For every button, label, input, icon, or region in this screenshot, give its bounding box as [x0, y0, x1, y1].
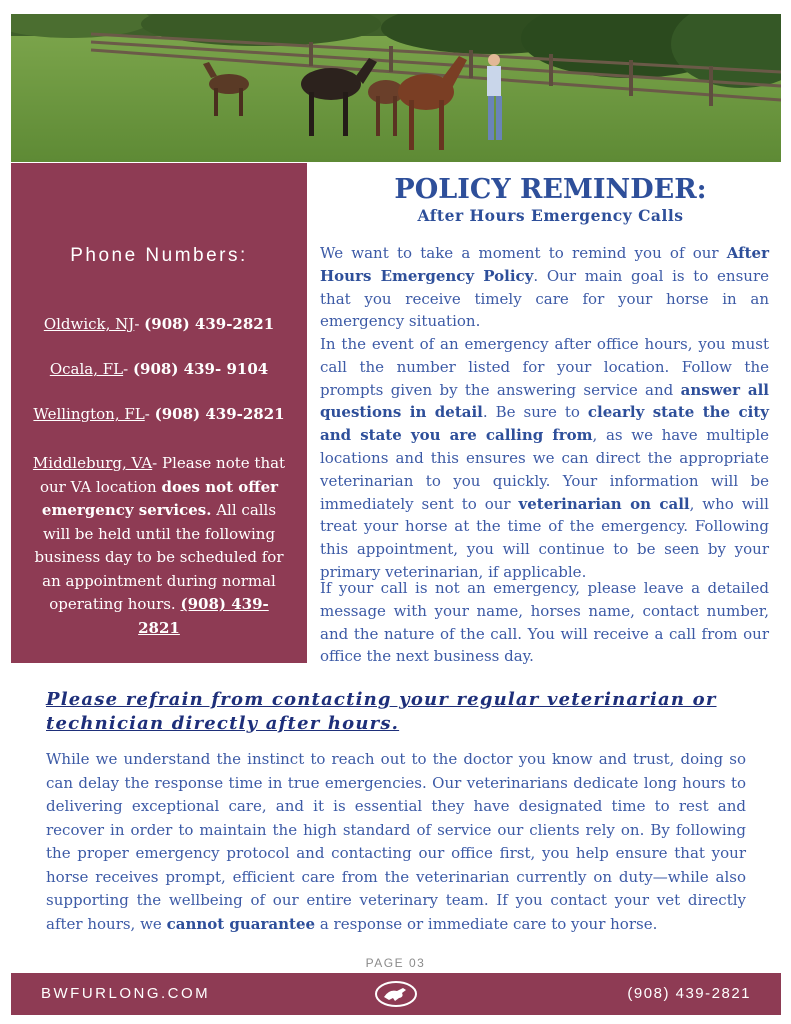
header-photo [11, 14, 781, 162]
middleburg-text: - Please note that our VA location [39, 454, 286, 496]
page-number: PAGE 03 [365, 956, 426, 970]
emergency-policy-emphasis: After Hours Emergency Policy [320, 244, 769, 285]
oldwick-line [25, 313, 293, 336]
policy-subtitle: After Hours Emergency Calls [417, 206, 684, 225]
horse-logo-icon [373, 979, 419, 1009]
horses-pasture-image [11, 14, 781, 162]
middleburg-phone[interactable]: (908) 439-2821 [138, 595, 269, 637]
ocala-line [25, 358, 293, 381]
wellington-phone: (908) 439-2821 [154, 405, 285, 423]
ocala-location-link[interactable]: Ocala, FL [49, 360, 124, 378]
policy-paragraph-1: We want to take a moment to remind you of our After Hours Emergency Policy. Our main goal is to ensure that you receive timely care for your horse in an emergency situation. [320, 244, 769, 331]
policy-title: POLICY REMINDER: [394, 174, 707, 205]
refrain-heading: Please refrain from contacting your regular veterinarian or technician directly after hours. [46, 689, 717, 734]
cannot-guarantee-emphasis: cannot guarantee [166, 914, 316, 933]
middleburg-text-2: All calls will be held until the following business day to be scheduled for an appointment during normal operating hours. [34, 501, 284, 613]
wellington-location-link[interactable]: Wellington, FL [33, 405, 145, 423]
separator: - [134, 315, 145, 333]
footer-bar [11, 973, 781, 1015]
phone-numbers-panel [11, 163, 307, 663]
refrain-paragraph: While we understand the instinct to reach out to the doctor you know and trust, doing so can delay the response time in true emergencies. Our veterinarians dedicate long hours to delivering exceptional care, and it is essential they have designated time to rest and recover in order to maintain the high standard of service our clients rely on. By following the proper emergency protocol and contacting our office first, you help ensure that your horse receives prompt, efficient care from the veterinarian currently on duty—while also supporting the wellbeing of our entire veterinary team. If you contact your vet directly after hours, we cannot guarantee a response or immediate care to your horse. [46, 750, 746, 933]
policy-paragraph-3: If your call is not an emergency, please leave a detailed message with your name, horses name, contact number, and the nature of the call. You will receive a call from our office the next business day. [320, 579, 769, 666]
oldwick-location-link[interactable]: Oldwick, NJ [43, 315, 135, 333]
policy-paragraph-2: In the event of an emergency after office hours, you must call the number listed for your location. Follow the prompts given by the answering service and answer all questions in detail. Be sure to clearly state the city and state you are calling from, as we have multiple locations and this ensures we can direct the appropriate veterinarian to you quickly. Your information will be immediately sent to our veterinarian on call, who will treat your horse at the time of the emergency. Following this appointment, you will continue to be seen by your primary veterinarian, if applicable. [320, 335, 769, 581]
website-link[interactable]: BWFURLONG.COM [41, 985, 211, 1002]
separator: - [123, 360, 133, 378]
separator: - [144, 405, 155, 423]
wellington-line [25, 403, 293, 426]
middleburg-notice [29, 452, 289, 640]
ocala-phone: (908) 439- 9104 [132, 360, 269, 378]
phone-numbers-title: Phone Numbers: [70, 245, 248, 266]
middleburg-no-emergency: does not offer emergency services. [41, 477, 279, 519]
footer-phone[interactable]: (908) 439-2821 [627, 985, 751, 1002]
oldwick-phone: (908) 439-2821 [144, 315, 275, 333]
middleburg-location-link[interactable]: Middleburg, VA [32, 454, 153, 472]
